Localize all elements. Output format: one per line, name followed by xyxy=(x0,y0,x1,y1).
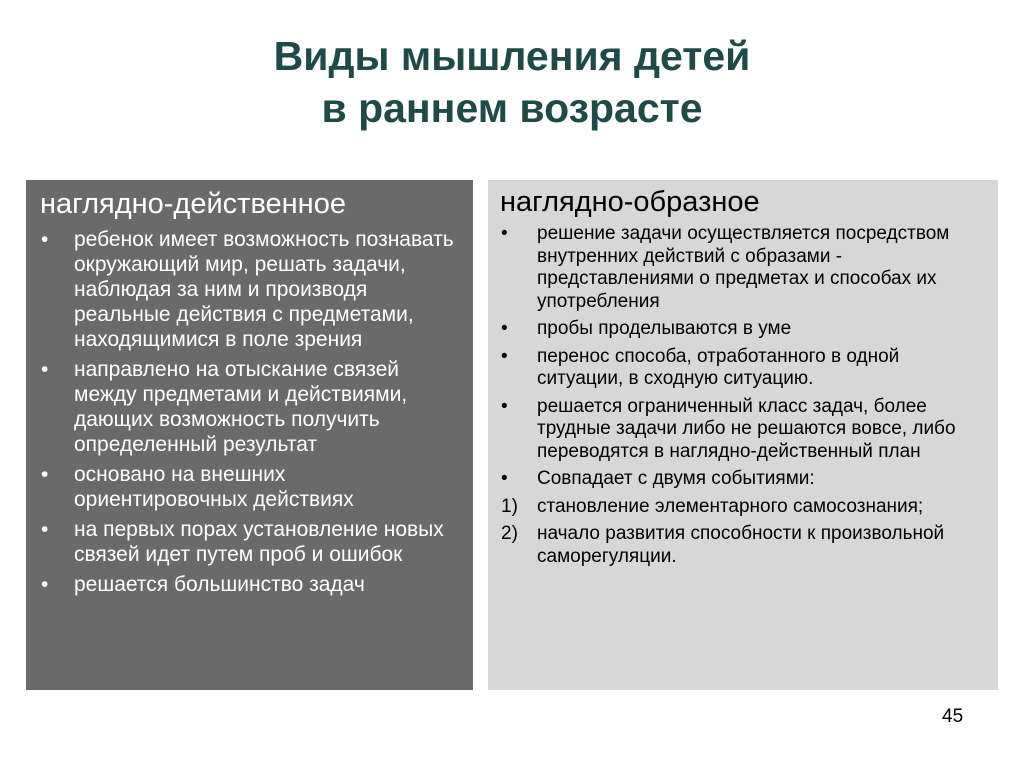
list-item-text: решается ограниченный класс задач, более трудные задачи либо не решаются вовсе, либо переводятся в наглядно-действенный план xyxy=(537,395,956,462)
list-item-text: ребенок имеет возможность познавать окружающий мир, решать задачи, наблюдая за ним и производя реальные действия с предметами, находящимися в поле зрения xyxy=(74,228,454,351)
slide-title-line-2: в раннем возрасте xyxy=(321,85,703,131)
left-panel xyxy=(26,180,473,690)
list-item-text: пробы проделываются в уме xyxy=(537,318,792,339)
list-item xyxy=(40,517,459,567)
right-panel-list xyxy=(500,223,984,568)
list-item-text: основано на внешних ориентировочных действиях xyxy=(74,463,354,511)
list-item xyxy=(40,227,459,352)
bullet-marker: • xyxy=(501,345,508,367)
list-item-text: Совпадает с двумя событиями: xyxy=(537,468,815,489)
bullet-marker: • xyxy=(41,358,49,381)
left-panel-list xyxy=(40,227,459,597)
number-marker: 1) xyxy=(501,495,518,517)
list-item xyxy=(500,346,984,391)
slide-title xyxy=(0,30,1024,134)
list-item xyxy=(500,223,984,313)
right-panel-heading: наглядно-образное xyxy=(500,186,760,218)
list-item-text: перенос способа, отработанного в одной ситуации, в сходную ситуацию. xyxy=(537,345,900,389)
list-item xyxy=(500,468,984,491)
bullet-marker: • xyxy=(41,573,49,596)
list-item-text: начало развития способности к произвольной саморегуляции. xyxy=(537,523,945,567)
list-item xyxy=(40,462,459,512)
bullet-marker: • xyxy=(501,318,508,339)
list-item xyxy=(500,496,984,519)
list-item-text: направлено на отыскание связей между предметами и действиями, дающих возможность получить определенный результат xyxy=(74,358,408,456)
bullet-marker: • xyxy=(41,463,49,486)
number-marker: 2) xyxy=(501,523,518,544)
bullet-marker: • xyxy=(501,468,508,489)
right-panel xyxy=(488,180,998,690)
list-item xyxy=(40,572,459,597)
list-item-text: решение задачи осуществляется посредством внутренних действий с образами - представлениями о предметах и способах их употребления xyxy=(537,223,950,312)
list-item-text: решается большинство задач xyxy=(74,573,365,596)
list-item xyxy=(500,523,984,568)
list-item-text: на первых порах установление новых связей идет путем проб и ошибок xyxy=(74,518,444,566)
bullet-marker: • xyxy=(41,228,49,251)
left-panel-heading: наглядно-действенное xyxy=(40,188,346,220)
bullet-marker: • xyxy=(501,395,508,417)
list-item xyxy=(40,357,459,457)
slide-title-line-1: Виды мышления детей xyxy=(273,33,751,79)
list-item xyxy=(500,396,984,464)
list-item-text: становление элементарного самосознания; xyxy=(537,495,924,517)
bullet-marker: • xyxy=(501,223,508,244)
page-number: 45 xyxy=(942,706,964,727)
bullet-marker: • xyxy=(41,518,49,541)
list-item xyxy=(500,318,984,341)
